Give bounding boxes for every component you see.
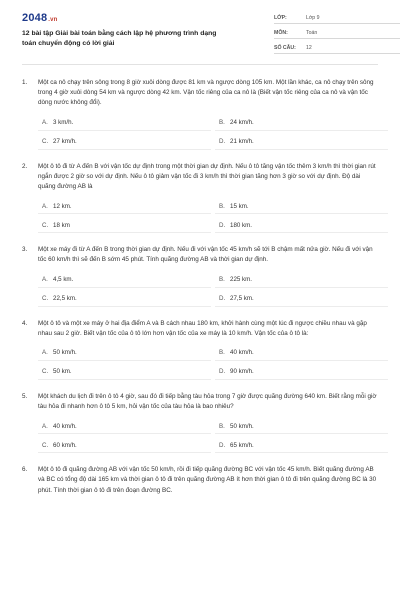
question-list bbox=[22, 60, 378, 496]
question-number: 3. bbox=[22, 246, 28, 254]
question-text bbox=[22, 245, 378, 265]
meta-label: LỚP: bbox=[274, 15, 287, 21]
question-item bbox=[22, 465, 378, 496]
answer-options bbox=[38, 273, 378, 307]
answer-option[interactable] bbox=[38, 135, 211, 150]
answer-option[interactable] bbox=[38, 346, 211, 361]
question-number: 2. bbox=[22, 162, 28, 170]
question-body: Một khách du lịch đi trên ô tô 4 giờ, sau đó đi tiếp bằng tàu hỏa trong 7 giờ được quãng đường 640 km. Biết rằng mỗi giờ tàu hỏa đi nhanh hơn ô tô 5 km, hỏi vận tốc của tàu hỏa là bao nhiêu? bbox=[38, 392, 377, 411]
option-text: 18 km bbox=[53, 221, 70, 229]
answer-option[interactable] bbox=[215, 218, 388, 233]
question-number: 5. bbox=[22, 392, 28, 400]
meta-value: Toán bbox=[306, 30, 318, 36]
question-text bbox=[22, 465, 378, 496]
option-letter: D. bbox=[219, 368, 226, 376]
question-item bbox=[22, 319, 378, 380]
option-text: 65 km/h. bbox=[230, 441, 254, 449]
meta-row bbox=[274, 26, 400, 39]
option-text: 50 km/h. bbox=[53, 349, 77, 357]
question-body: Một ô tô đi quãng đường AB với vận tốc 50 km/h, rồi đi tiếp quãng đường BC với vận tốc 45 km/h. Biết quãng đường AB và BC có tổng độ dài 165 km và thời gian ô tô đi trên quãng đường AB ít hơn thời gian ô tô đi trên quãng đường BC là 30 phút. Tính thời gian ô tô đi trên đoạn đường BC. bbox=[38, 466, 377, 494]
worksheet-title: 12 bài tập Giải bài toán bằng cách lập hệ phương trình dạng toán chuyển động có lời giải bbox=[22, 30, 217, 47]
question-body: Một xe máy đi từ A đến B trong thời gian dự định. Nếu đi với vận tốc 45 km/h sẽ tới B chậm mất nửa giờ. Nếu đi với vận tốc 60 km/h thì sẽ đến B sớm 45 phút. Tính quãng đường AB và thời gian dự định. bbox=[38, 246, 373, 264]
meta-row bbox=[274, 41, 400, 54]
meta-value: 12 bbox=[306, 45, 312, 51]
option-text: 3 km/h. bbox=[53, 119, 74, 127]
option-text: 50 km. bbox=[53, 368, 72, 376]
option-letter: D. bbox=[219, 138, 226, 146]
option-text: 27 km/h. bbox=[53, 138, 77, 146]
question-item bbox=[22, 245, 378, 306]
answer-options bbox=[38, 199, 378, 233]
meta-value: Lớp 9 bbox=[306, 15, 320, 21]
question-number: 4. bbox=[22, 319, 28, 327]
question-item bbox=[22, 162, 378, 234]
answer-option[interactable] bbox=[215, 199, 388, 214]
question-body: Một ô tô đi từ A đến B với vận tốc dự định trong một thời gian dự định. Nếu ô tô tăng vận tốc thêm 3 km/h thì thời gian rút ngắn được 2 giờ so với dự định. Nếu ô tô giảm vận tốc đi 3 km/h thì thời gian tăng hơn 3 giờ so với dự định. Độ dài quãng đường AB là bbox=[38, 162, 376, 190]
answer-option[interactable] bbox=[38, 419, 211, 434]
answer-option[interactable] bbox=[38, 438, 211, 453]
option-text: 90 km/h. bbox=[230, 368, 254, 376]
header bbox=[22, 0, 378, 60]
worksheet-meta bbox=[274, 11, 400, 56]
option-letter: A. bbox=[42, 276, 48, 283]
option-text: 22,5 km. bbox=[53, 295, 77, 302]
option-letter: A. bbox=[42, 349, 48, 357]
answer-options bbox=[38, 346, 378, 380]
answer-option[interactable] bbox=[215, 116, 388, 131]
logo-suffix: .vn bbox=[48, 17, 58, 23]
option-letter: A. bbox=[42, 119, 48, 127]
answer-option[interactable] bbox=[38, 116, 211, 131]
option-text: 50 km/h. bbox=[230, 422, 254, 430]
option-letter: D. bbox=[219, 441, 226, 449]
option-text: 40 km/h. bbox=[230, 349, 254, 357]
option-text: 27,5 km. bbox=[230, 295, 254, 302]
answer-option[interactable] bbox=[215, 346, 388, 361]
question-text bbox=[22, 162, 378, 193]
option-text: 180 km. bbox=[230, 221, 253, 229]
answer-option[interactable] bbox=[215, 292, 388, 307]
option-letter: A. bbox=[42, 422, 48, 430]
option-text: 21 km/h. bbox=[230, 138, 254, 146]
question-item bbox=[22, 78, 378, 150]
logo-main: 2048 bbox=[22, 12, 48, 24]
option-letter: D. bbox=[219, 221, 226, 229]
meta-label: MÔN: bbox=[274, 30, 288, 36]
question-text bbox=[22, 392, 378, 412]
question-body: Một ô tô và một xe máy ở hai địa điểm A và B cách nhau 180 km, khởi hành cùng một lúc đi ngược chiều nhau và gặp nhau sau 2 giờ. Biết vận tốc của ô tô lớn hơn vận tốc của xe máy là 10 km/h. Vận tốc của ô tô là: bbox=[38, 319, 367, 337]
question-item bbox=[22, 392, 378, 453]
option-text: 24 km/h. bbox=[230, 119, 254, 127]
answer-option[interactable] bbox=[38, 218, 211, 233]
answer-option[interactable] bbox=[215, 273, 388, 288]
question-body: Một ca nô chạy trên sông trong 8 giờ xuôi dòng được 81 km và ngược dòng 105 km. Một lần khác, ca nô chạy trên sông trong 4 giờ xuôi dòng 54 km và ngược dòng 42 km. Vận tốc riêng của ca nô là (Biết vận tốc riêng của ca nô và vận tốc dòng nước không đổi). bbox=[38, 79, 374, 107]
question-number: 6. bbox=[22, 466, 28, 474]
answer-options bbox=[38, 116, 378, 150]
answer-option[interactable] bbox=[38, 199, 211, 214]
option-text: 4,5 km. bbox=[53, 276, 74, 283]
meta-row bbox=[274, 11, 400, 24]
option-letter: B. bbox=[219, 119, 225, 127]
answer-option[interactable] bbox=[38, 365, 211, 380]
option-letter: D. bbox=[219, 295, 226, 302]
answer-option[interactable] bbox=[38, 273, 211, 288]
option-text: 40 km/h. bbox=[53, 422, 77, 430]
option-letter: A. bbox=[42, 202, 48, 210]
option-text: 12 km. bbox=[53, 202, 72, 210]
option-letter: C. bbox=[42, 221, 49, 229]
option-letter: C. bbox=[42, 138, 49, 146]
option-text: 15 km. bbox=[230, 202, 249, 210]
answer-option[interactable] bbox=[215, 135, 388, 150]
question-text bbox=[22, 78, 378, 109]
answer-option[interactable] bbox=[38, 292, 211, 307]
option-letter: B. bbox=[219, 276, 225, 283]
answer-option[interactable] bbox=[215, 419, 388, 434]
option-letter: B. bbox=[219, 202, 225, 210]
option-text: 225 km. bbox=[230, 276, 253, 283]
option-letter: B. bbox=[219, 422, 225, 430]
answer-options bbox=[38, 419, 378, 453]
option-text: 60 km/h. bbox=[53, 441, 77, 449]
option-letter: C. bbox=[42, 368, 49, 376]
question-number: 1. bbox=[22, 79, 28, 86]
header-divider bbox=[22, 64, 378, 65]
option-letter: C. bbox=[42, 295, 49, 302]
option-letter: C. bbox=[42, 441, 49, 449]
question-text bbox=[22, 319, 378, 339]
option-letter: B. bbox=[219, 349, 225, 357]
meta-label: SỐ CÂU: bbox=[274, 45, 296, 51]
answer-option[interactable] bbox=[215, 438, 388, 453]
answer-option[interactable] bbox=[215, 365, 388, 380]
